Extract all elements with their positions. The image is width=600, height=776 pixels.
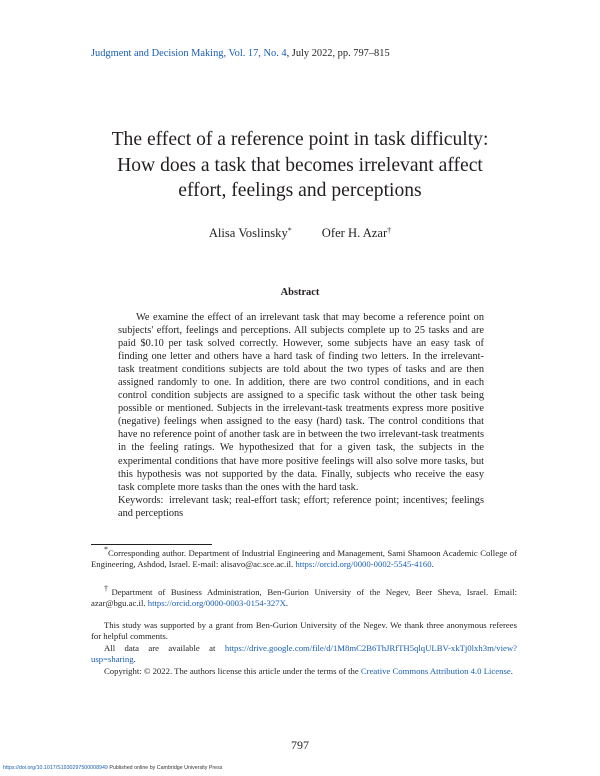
doi-link[interactable]: https://doi.org/10.1017/S1930297500008949 xyxy=(3,765,108,771)
orcid-link[interactable]: https://orcid.org/0000-0002-5545-4160 xyxy=(295,559,432,570)
published-note: Published online by Cambridge University Press xyxy=(109,765,223,771)
footnote-affiliation: †Department of Business Administration, Ben-Gurion University of the Negev, Beer Sheva, Israel. Email: azar@bgu.ac.il. https://orcid.org/0000-0003-0154-327X. xyxy=(91,584,518,609)
date-pages: , July 2022, pp. 797–815 xyxy=(286,48,390,59)
copyright-note: Copyright: © 2022. The authors license this article under the terms of the Creative Commons Attribution 4.0 License. xyxy=(104,665,513,676)
page-number: 797 xyxy=(291,738,309,752)
paper-title xyxy=(60,127,540,204)
footnote-rule xyxy=(91,544,212,545)
abstract-paragraph: We examine the effect of an irrelevant task that may become a reference point on subjects' effort, feelings and perceptions. All subjects complete up to 25 tasks and are paid $0.10 per task solved correctly. However, some subjects have an easy task of finding one letter and others have a hard task of finding two letters. In the irrelevant-task treatment conditions subjects are told about the two types of tasks and are then assigned randomly to one. In addition, there are two control conditions, and in each control condition subjects are assigned to a specific task without the other task being possible or mentioned. Subjects in the irrelevant-task treatments express more positive (negative) feelings when assigned to the easy (hard) task. The control conditions that have no reference point of another task are in between the two irrelevant-task treatments in the feeling ratings. We hypothesized that for a given task, the subjects in the experimental conditions that have more positive feelings will also solve more tasks, but this hypothesis was not supported by the data. Finally, subjects who receive the easy task complete more tasks than the ones with the hard task. xyxy=(118,312,484,493)
footnote-mark: † xyxy=(104,584,112,593)
abstract-body xyxy=(118,311,484,520)
orcid-link[interactable]: https://orcid.org/0000-0003-0154-327X xyxy=(147,598,286,609)
title-line: The effect of a reference point in task difficulty: xyxy=(111,129,489,150)
copyright-prefix: Copyright: © 2022. The authors license this article under the terms of the xyxy=(104,665,359,676)
journal-header xyxy=(91,48,390,59)
support-note: This study was supported by a grant from Ben-Gurion University of the Negev. We thank three anonymous referees for helpful comments. xyxy=(91,620,517,642)
author-name: Alisa Voslinsky xyxy=(208,226,288,240)
data-availability: All data are available at https://drive.google.com/file/d/1M8mC2B6ThJRfTH5qlqULBV-xkTj0lxh3m/view?usp=sharing. xyxy=(91,642,517,665)
author-mark: * xyxy=(287,226,292,235)
volume-issue-link[interactable]: , Vol. 17, No. 4 xyxy=(223,48,287,59)
keywords-label: Keywords: xyxy=(118,494,164,506)
data-prefix: All data are available at xyxy=(104,642,216,653)
article-info xyxy=(91,620,517,677)
footnote-mark: * xyxy=(104,545,108,554)
data-link[interactable]: https://drive.google.com/file/d/1M8mC2B6ThJRfTH5qlqULBV-xkTj0lxh3m/view?usp=sharing xyxy=(91,642,517,665)
author-name: Ofer H. Azar xyxy=(321,226,388,240)
abstract-heading: Abstract xyxy=(280,287,320,298)
footnote-text: Department of Business Administration, Ben-Gurion University of the Negev, Beer Sheva, Israel. Email: azar@bgu.ac.il. xyxy=(91,587,518,609)
keywords xyxy=(118,494,484,520)
keywords-text: irrelevant task; real-effort task; effort; reference point; incentives; feelings and perceptions xyxy=(118,494,484,519)
title-line: effort, feelings and perceptions xyxy=(178,180,422,201)
footnote-corresponding: *Corresponding author. Department of Industrial Engineering and Management, Sami Shamoon Academic College of Engineering, Ashdod, Israel. E-mail: alisavo@ac.sce.ac.il. https://orcid.org/0000-0002-5545-4160. xyxy=(91,545,517,570)
title-line: How does a task that becomes irrelevant affect xyxy=(117,154,483,176)
page-footer xyxy=(3,765,222,771)
author-list xyxy=(0,226,600,241)
journal-name-link[interactable]: Judgment and Decision Making xyxy=(91,48,224,59)
footnote-text: Corresponding author. Department of Industrial Engineering and Management, Sami Shamoon Academic College of Engineering, Ashdod, Israel. E-mail: alisavo@ac.sce.ac.il. xyxy=(91,548,517,570)
author-mark: † xyxy=(387,226,392,235)
license-link[interactable]: Creative Commons Attribution 4.0 License xyxy=(360,665,511,676)
